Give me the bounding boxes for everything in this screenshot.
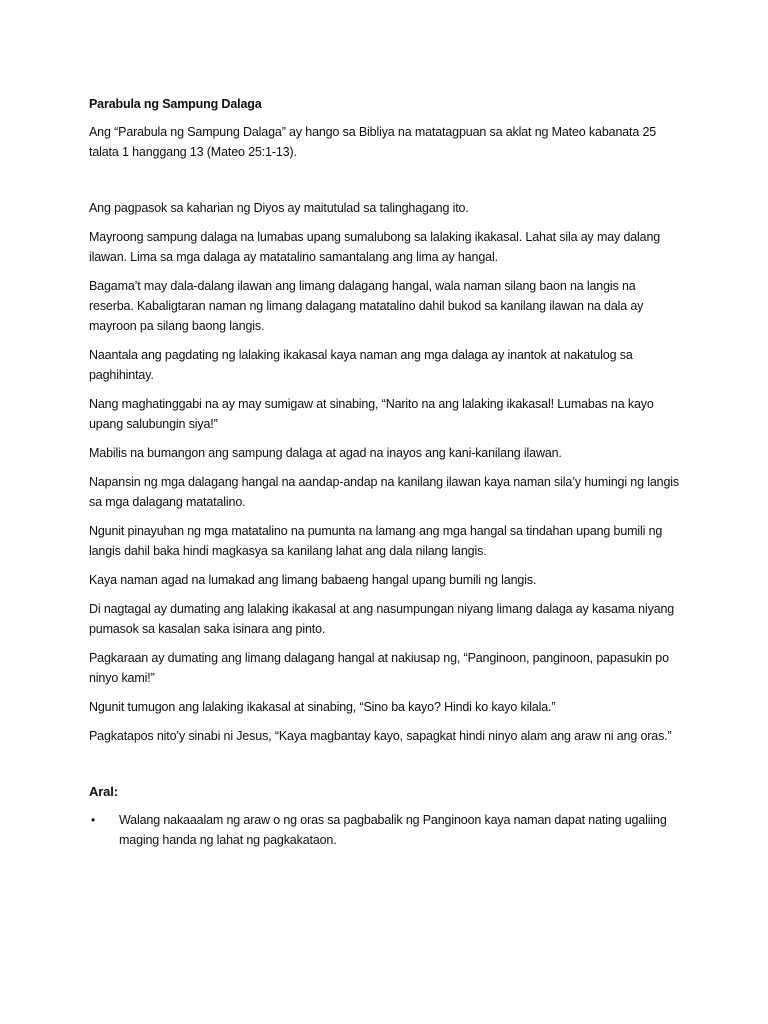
story-paragraph: Mabilis na bumangon ang sampung dalaga at agad na inayos ang kani-kanilang ilawan.: [89, 446, 562, 460]
intro-paragraph: Ang “Parabula ng Sampung Dalaga” ay hango sa Bibliya na matatagpuan sa aklat ng Mateo kabanata 25 talata 1 hanggang 13 (Mateo 25:1-13).: [89, 125, 657, 159]
document-page: [89, 94, 679, 850]
document-title: Parabula ng Sampung Dalaga: [89, 97, 262, 111]
story-paragraph: Di nagtagal ay dumating ang lalaking ikakasal at ang nasumpungan niyang limang dalaga ay kasama niyang pumasok sa kasalan saka isinara ang pinto.: [89, 602, 675, 636]
bullet-icon: •: [91, 813, 96, 827]
story-paragraph: Pagkatapos nito’y sinabi ni Jesus, “Kaya magbantay kayo, sapagkat hindi ninyo alam ang araw ni ang oras.”: [89, 729, 672, 743]
story-paragraph: Nang maghatinggabi na ay may sumigaw at sinabing, “Narito na ang lalaking ikakasal! Lumabas na kayo upang salubungin siya!”: [89, 397, 654, 431]
lesson-text: Walang nakaaalam ng araw o ng oras sa pagbabalik ng Panginoon kaya naman dapat nating ugaliing maging handa ng lahat ng pagkakataon.: [119, 813, 667, 847]
story-paragraph: Ngunit tumugon ang lalaking ikakasal at sinabing, “Sino ba kayo? Hindi ko kayo kilala.”: [89, 700, 556, 714]
aral-heading: Aral:: [89, 784, 118, 799]
story-paragraph: Naantala ang pagdating ng lalaking ikakasal kaya naman ang mga dalaga ay inantok at nakatulog sa paghihintay.: [89, 348, 633, 382]
story-paragraph: Pagkaraan ay dumating ang limang dalagang hangal at nakiusap ng, “Panginoon, panginoon, papasukin po ninyo kami!”: [89, 651, 669, 685]
story-paragraph: Mayroong sampung dalaga na lumabas upang sumalubong sa lalaking ikakasal. Lahat sila ay may dalang ilawan. Lima sa mga dalaga ay matatalino samantalang ang lima ay hangal.: [89, 230, 661, 264]
story-paragraph: Napansin ng mga dalagang hangal na aandap-andap na kanilang ilawan kaya naman sila’y humingi ng langis sa mga dalagang matatalino.: [89, 475, 679, 509]
story-paragraph: Bagama’t may dala-dalang ilawan ang limang dalagang hangal, wala naman silang baon na langis na reserba. Kabaligtaran naman ng limang dalagang matatalino dahil bukod sa kanilang ilawan na dala ay mayroon pa silang baong langis.: [89, 279, 644, 333]
story-paragraph: Ngunit pinayuhan ng mga matatalino na pumunta na lamang ang mga hangal sa tindahan upang bumili ng langis dahil baka hindi magkasya sa kanilang lahat ang dala nilang langis.: [89, 524, 663, 558]
story-paragraph: Ang pagpasok sa kaharian ng Diyos ay maitutulad sa talinghagang ito.: [89, 201, 469, 215]
lesson-item: [89, 810, 679, 850]
story-paragraph: Kaya naman agad na lumakad ang limang babaeng hangal upang bumili ng langis.: [89, 573, 537, 587]
lesson-list: [89, 810, 679, 850]
